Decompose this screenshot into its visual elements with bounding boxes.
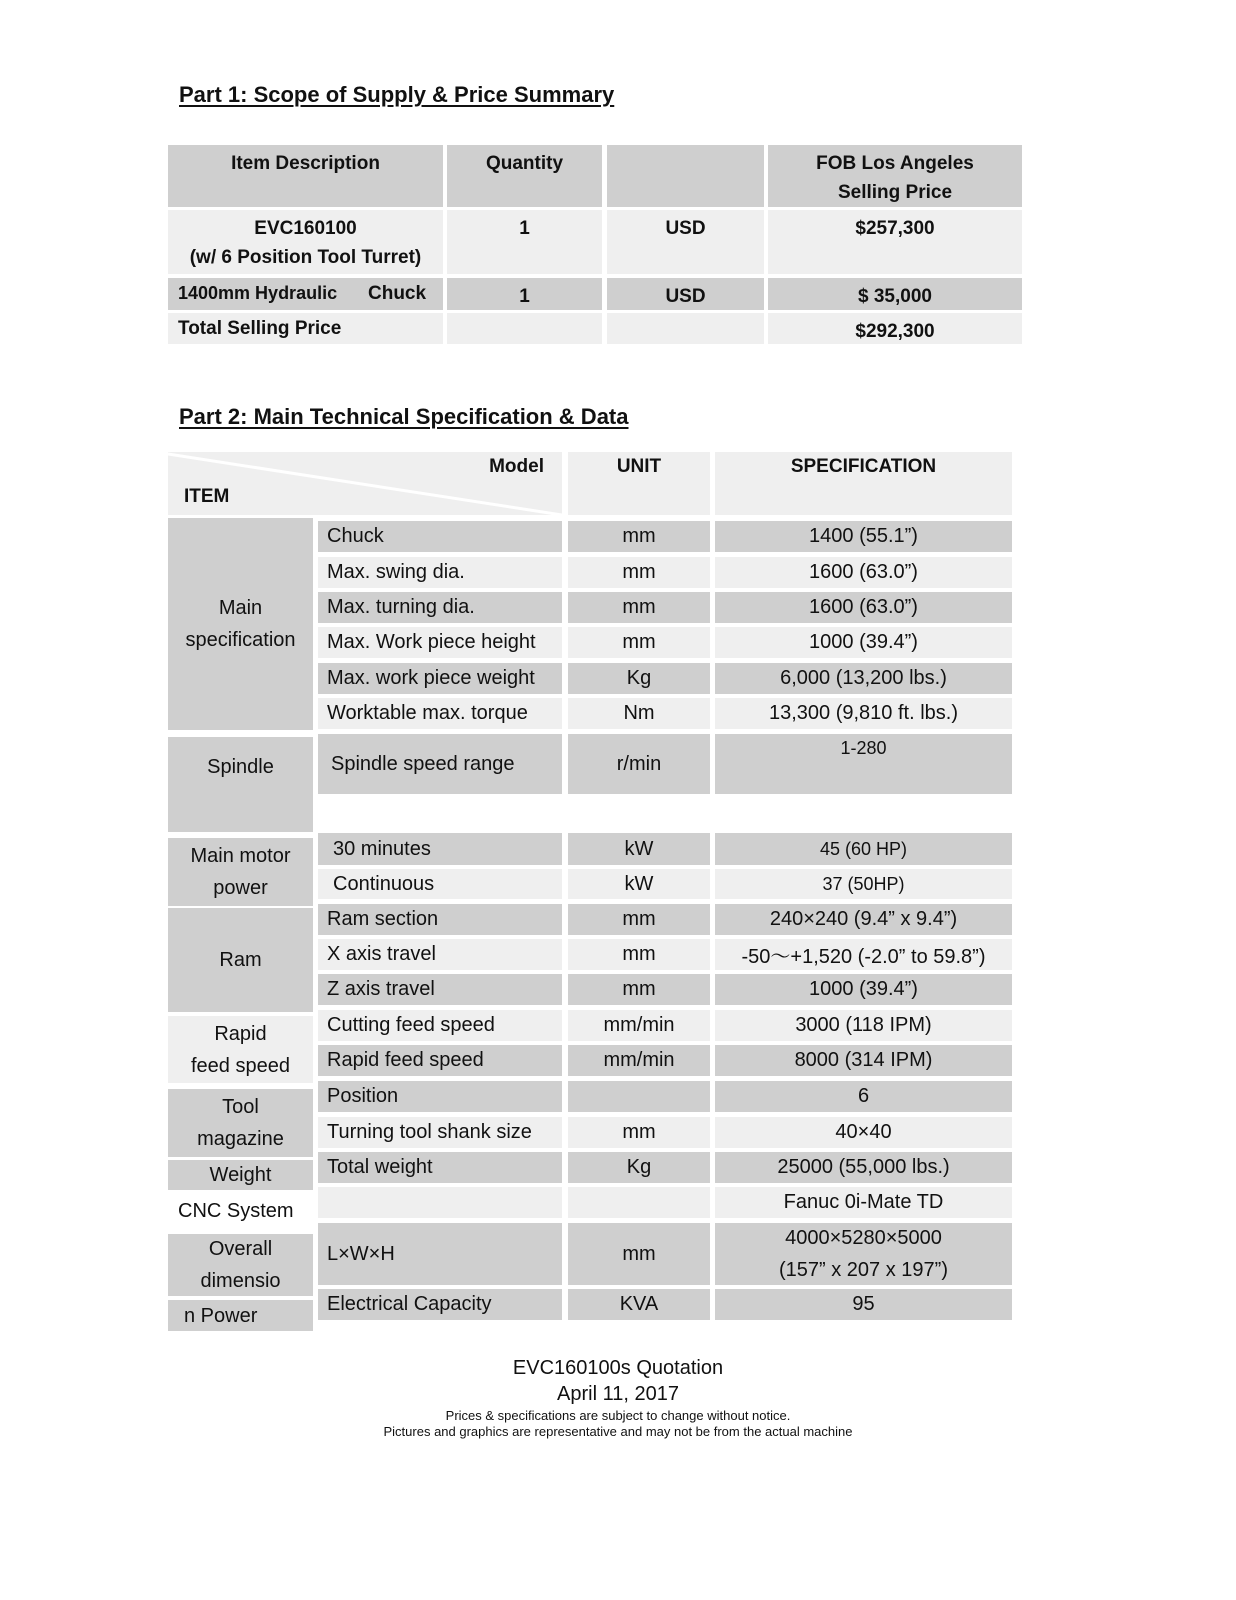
spec-label-z-axis-travel: Z axis travel (318, 974, 562, 1005)
spec-unit-chuck: mm (568, 521, 710, 552)
group-label-line: Ram (219, 949, 262, 971)
footer-note-pictures: Pictures and graphics are representative and may not be from the actual machine (383, 1424, 853, 1439)
spec-unit-z-axis-travel: mm (568, 974, 710, 1005)
spec-label-rapid-feed-speed: Rapid feed speed (318, 1045, 562, 1076)
spec-value-rapid-feed-speed: 8000 (314 IPM) (715, 1045, 1012, 1076)
total-label: Total Selling Price (168, 313, 443, 344)
header-specification: SPECIFICATION (715, 452, 1012, 515)
header-currency (607, 145, 764, 207)
spec-unit-max-work-piece-height: mm (568, 627, 710, 658)
group-label-line: Main motor (190, 845, 291, 867)
group-cnc-system (168, 1195, 313, 1227)
group-main-specification (168, 518, 313, 730)
spec-unit-x-axis-travel: mm (568, 939, 710, 970)
spec-label-turning-tool-shank-size: Turning tool shank size (318, 1117, 562, 1148)
group-label-line: feed speed (191, 1054, 290, 1077)
spec-label-ram-section: Ram section (318, 904, 562, 935)
spec-label-cutting-feed-speed: Cutting feed speed (318, 1010, 562, 1041)
spec-unit-spindle-speed-range: r/min (568, 734, 710, 794)
group-overall-dimension (168, 1234, 313, 1296)
spec-unit-rapid-feed-speed: mm/min (568, 1045, 710, 1076)
spec-value-x-axis-travel: -50～+1,520 (-2.0” to 59.8”) (715, 939, 1012, 970)
spec-unit-max-work-piece-weight: Kg (568, 663, 710, 694)
spec-table (168, 452, 1012, 1332)
currency: USD (607, 278, 764, 310)
spec-unit-max-swing-dia: mm (568, 557, 710, 588)
group-label-line: Rapid (214, 1022, 267, 1045)
total-currency-empty (607, 313, 764, 344)
spec-unit-worktable-max-torque: Nm (568, 698, 710, 729)
price: $257,300 (768, 210, 1022, 274)
spec-label-total-weight: Total weight (318, 1152, 562, 1183)
spec-value-tool-position: 6 (715, 1081, 1012, 1112)
spec-label-chuck: Chuck (318, 521, 562, 552)
spec-unit-ram-section: mm (568, 904, 710, 935)
price-table-header (168, 145, 1022, 207)
spec-label-max-turning-dia: Max. turning dia. (318, 592, 562, 623)
spec-value-line: (157” x 207 x 197”) (779, 1259, 948, 1281)
spec-label-overall-dimensions: L×W×H (318, 1223, 562, 1285)
currency: USD (607, 210, 764, 274)
spec-label-x-axis-travel: X axis travel (318, 939, 562, 970)
group-label-line: specification (185, 629, 296, 651)
part2-heading: Part 2: Main Technical Specification & Data (179, 404, 629, 429)
header-selling-price: FOB Los Angeles Selling Price (768, 145, 1022, 207)
spec-label-cnc-system (318, 1187, 562, 1218)
header-item: ITEM (184, 486, 230, 507)
spec-unit-overall-dimensions: mm (568, 1223, 710, 1285)
group-label-line: power (213, 877, 268, 899)
quantity: 1 (447, 278, 602, 310)
header-item-description: Item Description (168, 145, 443, 207)
group-rapid-feed-speed (168, 1016, 313, 1083)
spec-label-motor-30-minutes: 30 minutes (318, 833, 562, 865)
spec-value-overall-dimensions (715, 1223, 1012, 1285)
group-label-line: CNC System (178, 1200, 294, 1222)
spec-unit-motor-continuous: kW (568, 869, 710, 899)
spec-value-cnc-system: Fanuc 0i-Mate TD (715, 1187, 1012, 1218)
spec-label-electrical-capacity: Electrical Capacity (318, 1289, 562, 1320)
spec-unit-cutting-feed-speed: mm/min (568, 1010, 710, 1041)
spec-unit-turning-tool-shank-size: mm (568, 1117, 710, 1148)
spec-label-tool-position: Position (318, 1081, 562, 1112)
price: $ 35,000 (768, 278, 1022, 310)
spec-value-worktable-max-torque: 13,300 (9,810 ft. lbs.) (715, 698, 1012, 729)
quantity: 1 (447, 210, 602, 274)
group-label-line: Main (218, 597, 263, 619)
spec-unit-total-weight: Kg (568, 1152, 710, 1183)
spec-value-z-axis-travel: 1000 (39.4”) (715, 974, 1012, 1005)
footer-date: April 11, 2017 (557, 1383, 679, 1405)
header-quantity: Quantity (447, 145, 602, 207)
footer-note-changes: Prices & specifications are subject to change without notice. (445, 1408, 791, 1423)
group-spindle (168, 737, 313, 832)
spec-value-cutting-feed-speed: 3000 (118 IPM) (715, 1010, 1012, 1041)
spec-label-spindle-speed-range: Spindle speed range (318, 734, 562, 794)
item-description: EVC160100 (w/ 6 Position Tool Turret) (168, 210, 443, 274)
spec-label-motor-continuous: Continuous (318, 869, 562, 899)
part1-heading: Part 1: Scope of Supply & Price Summary (179, 82, 615, 107)
spec-label-max-work-piece-height: Max. Work piece height (318, 627, 562, 658)
table-row (168, 278, 1022, 310)
total-quantity-empty (447, 313, 602, 344)
group-label-line: Spindle (207, 756, 274, 778)
header-item-model (168, 452, 562, 515)
spec-label-worktable-max-torque: Worktable max. torque (318, 698, 562, 729)
spec-unit-max-turning-dia: mm (568, 592, 710, 623)
group-ram (168, 908, 313, 1012)
spec-value-spindle-speed-range: 1-280 (715, 734, 1012, 794)
group-label-line: Overall (208, 1238, 273, 1260)
total-price: $292,300 (768, 313, 1022, 344)
spec-value-total-weight: 25000 (55,000 lbs.) (715, 1152, 1012, 1183)
group-label-line: Tool (222, 1096, 259, 1118)
group-label-line: magazine (197, 1128, 284, 1150)
spec-value-max-work-piece-weight: 6,000 (13,200 lbs.) (715, 663, 1012, 694)
header-model: Model (489, 456, 544, 477)
spec-value-max-swing-dia: 1600 (63.0”) (715, 557, 1012, 588)
spec-value-chuck: 1400 (55.1”) (715, 521, 1012, 552)
spec-label-max-work-piece-weight: Max. work piece weight (318, 663, 562, 694)
group-main-motor-power (168, 838, 313, 906)
spec-value-max-work-piece-height: 1000 (39.4”) (715, 627, 1012, 658)
spec-value-line: 4000×5280×5000 (785, 1227, 942, 1249)
spec-value-turning-tool-shank-size: 40×40 (715, 1117, 1012, 1148)
spec-unit-motor-30-minutes: kW (568, 833, 710, 865)
spec-value-max-turning-dia: 1600 (63.0”) (715, 592, 1012, 623)
group-label-line: Weight (209, 1164, 272, 1186)
group-weight (168, 1160, 313, 1190)
footer-title: EVC160100s Quotation (512, 1357, 724, 1379)
item-description: 1400mm Hydraulic Chuck (168, 278, 443, 310)
header-unit: UNIT (568, 452, 710, 515)
spec-unit-cnc-system (568, 1187, 710, 1218)
total-row (168, 313, 1022, 344)
spec-value-electrical-capacity: 95 (715, 1289, 1012, 1320)
group-power (168, 1300, 313, 1331)
table-row (168, 210, 1022, 274)
group-label-line: dimensio (200, 1270, 281, 1292)
spec-value-motor-30-minutes: 45 (60 HP) (715, 833, 1012, 865)
spec-value-ram-section: 240×240 (9.4” x 9.4”) (715, 904, 1012, 935)
spec-unit-electrical-capacity: KVA (568, 1289, 710, 1320)
spec-label-max-swing-dia: Max. swing dia. (318, 557, 562, 588)
group-tool-magazine (168, 1089, 313, 1157)
spec-value-motor-continuous: 37 (50HP) (715, 869, 1012, 899)
spec-unit-tool-position (568, 1081, 710, 1112)
group-label-line: n Power (184, 1304, 258, 1327)
